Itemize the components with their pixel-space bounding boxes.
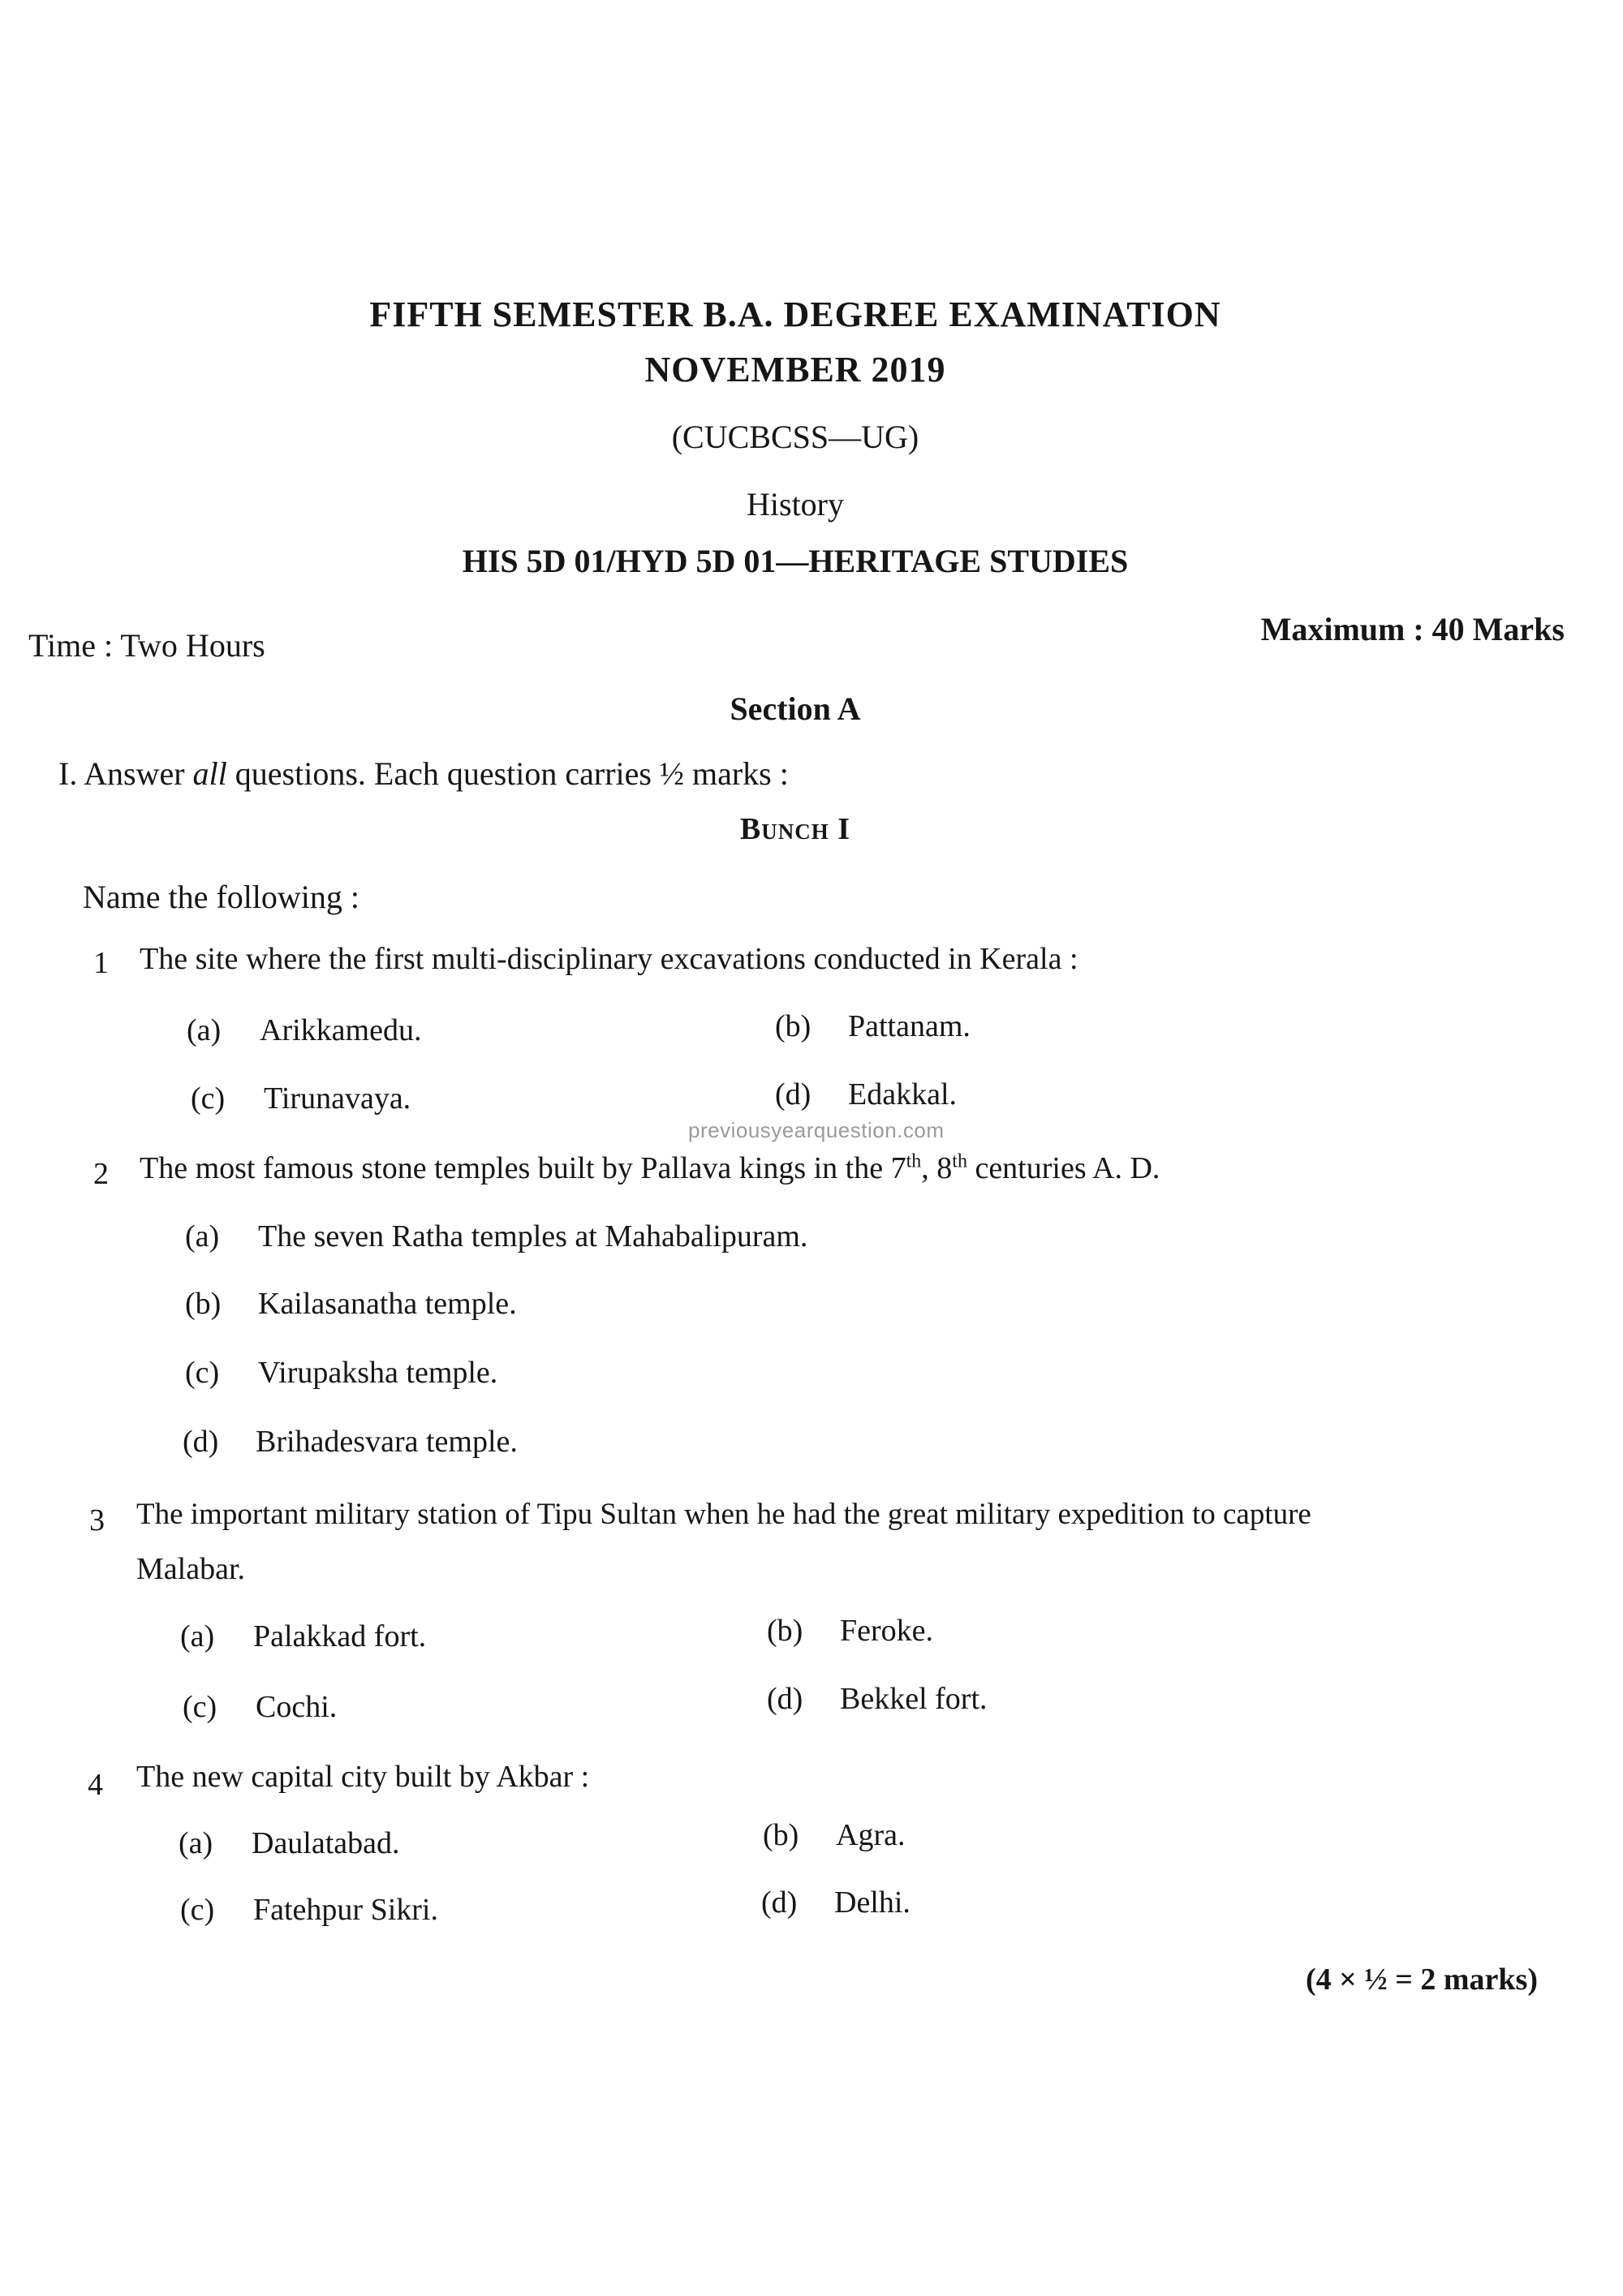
question-1-option-c xyxy=(191,1081,411,1116)
option-label: (b) xyxy=(185,1287,222,1321)
question-3-option-b xyxy=(767,1613,933,1649)
watermark-logo: previousyearquestion.com xyxy=(688,1118,945,1142)
option-text: Delhi. xyxy=(834,1885,911,1920)
option-text: Virupaksha temple. xyxy=(258,1356,498,1390)
bunch-heading: Bunch I xyxy=(739,812,851,846)
option-label: (b) xyxy=(775,1009,812,1043)
option-label: (c) xyxy=(185,1356,220,1390)
option-text: Kailasanatha temple. xyxy=(258,1287,517,1321)
question-1-option-d xyxy=(775,1077,957,1112)
question-2-option-c xyxy=(185,1355,497,1391)
option-label: (c) xyxy=(183,1690,217,1724)
option-text: Palakkad fort. xyxy=(253,1619,427,1653)
option-text: The seven Ratha temples at Mahabalipuram. xyxy=(258,1219,808,1253)
option-label: (a) xyxy=(179,1826,213,1860)
question-2-text xyxy=(140,1150,1160,1186)
section-title: Section A xyxy=(730,690,861,727)
question-2-option-a xyxy=(185,1219,807,1254)
marks-summary: (4 × ½ = 2 marks) xyxy=(1305,1963,1538,1997)
question-4-option-a xyxy=(179,1825,400,1861)
question-3-number: 3 xyxy=(89,1503,105,1537)
question-3-option-a xyxy=(180,1619,426,1654)
option-label: (b) xyxy=(763,1818,799,1852)
exam-title: FIFTH SEMESTER B.A. DEGREE EXAMINATION xyxy=(369,295,1221,334)
question-1-option-b xyxy=(775,1008,971,1044)
question-1-option-a xyxy=(187,1013,421,1048)
option-label: (c) xyxy=(191,1081,226,1116)
name-following: Name the following : xyxy=(83,879,360,915)
option-label: (d) xyxy=(183,1425,219,1459)
question-3-text-line2: Malabar. xyxy=(136,1552,246,1586)
section-instruction xyxy=(58,755,789,793)
question-2-option-b xyxy=(185,1286,517,1322)
question-3-text-line1: The important military station of Tipu Sultan when he had the great military expedition to capture xyxy=(136,1498,1311,1531)
option-text: Edakkal. xyxy=(848,1077,958,1111)
question-2-option-d xyxy=(183,1424,518,1460)
option-text: Cochi. xyxy=(256,1690,338,1724)
option-text: Tirunavaya. xyxy=(264,1081,411,1116)
option-text: Daulatabad. xyxy=(252,1826,400,1860)
question-1-number: 1 xyxy=(93,946,109,980)
instruction-suffix: questions. Each question carries ½ marks : xyxy=(226,755,789,792)
q2-text-before: The most famous stone temples built by Pallava kings in the 7 xyxy=(140,1151,906,1185)
option-text: Agra. xyxy=(836,1818,906,1852)
question-4-number: 4 xyxy=(88,1768,103,1802)
exam-date: NOVEMBER 2019 xyxy=(644,350,946,389)
option-label: (d) xyxy=(761,1885,798,1920)
question-4-option-b xyxy=(763,1817,905,1853)
option-label: (d) xyxy=(767,1682,803,1716)
option-label: (a) xyxy=(185,1219,220,1253)
q2-text-mid: , 8 xyxy=(921,1151,953,1185)
question-4-option-d xyxy=(761,1885,911,1920)
q2-text-after: centuries A. D. xyxy=(966,1151,1160,1185)
maximum-marks: Maximum : 40 Marks xyxy=(1260,611,1565,647)
exam-scheme: (CUCBCSS—UG) xyxy=(671,419,919,455)
option-label: (a) xyxy=(180,1619,215,1653)
option-text: Fatehpur Sikri. xyxy=(253,1893,438,1927)
option-text: Bekkel fort. xyxy=(840,1682,988,1716)
option-label: (d) xyxy=(775,1077,812,1111)
q2-sup1: th xyxy=(906,1150,922,1172)
instruction-prefix: I. Answer xyxy=(58,755,193,792)
option-label: (b) xyxy=(767,1614,803,1648)
question-3-option-d xyxy=(767,1681,988,1717)
question-4-text: The new capital city built by Akbar : xyxy=(136,1760,590,1794)
question-3-option-c xyxy=(183,1689,337,1725)
option-text: Feroke. xyxy=(840,1614,934,1648)
option-label: (c) xyxy=(180,1893,215,1927)
question-1-text: The site where the first multi-disciplinary excavations conducted in Kerala : xyxy=(140,942,1078,976)
question-2-number: 2 xyxy=(93,1157,109,1191)
exam-time: Time : Two Hours xyxy=(28,627,265,664)
option-label: (a) xyxy=(187,1013,222,1047)
paper-title: HIS 5D 01/HYD 5D 01—HERITAGE STUDIES xyxy=(462,543,1129,579)
exam-subject: History xyxy=(747,486,844,522)
option-text: Brihadesvara temple. xyxy=(256,1425,518,1459)
option-text: Arikkamedu. xyxy=(260,1013,422,1047)
question-4-option-c xyxy=(180,1892,438,1928)
option-text: Pattanam. xyxy=(848,1009,971,1043)
instruction-all: all xyxy=(192,755,227,792)
q2-sup2: th xyxy=(952,1150,967,1172)
